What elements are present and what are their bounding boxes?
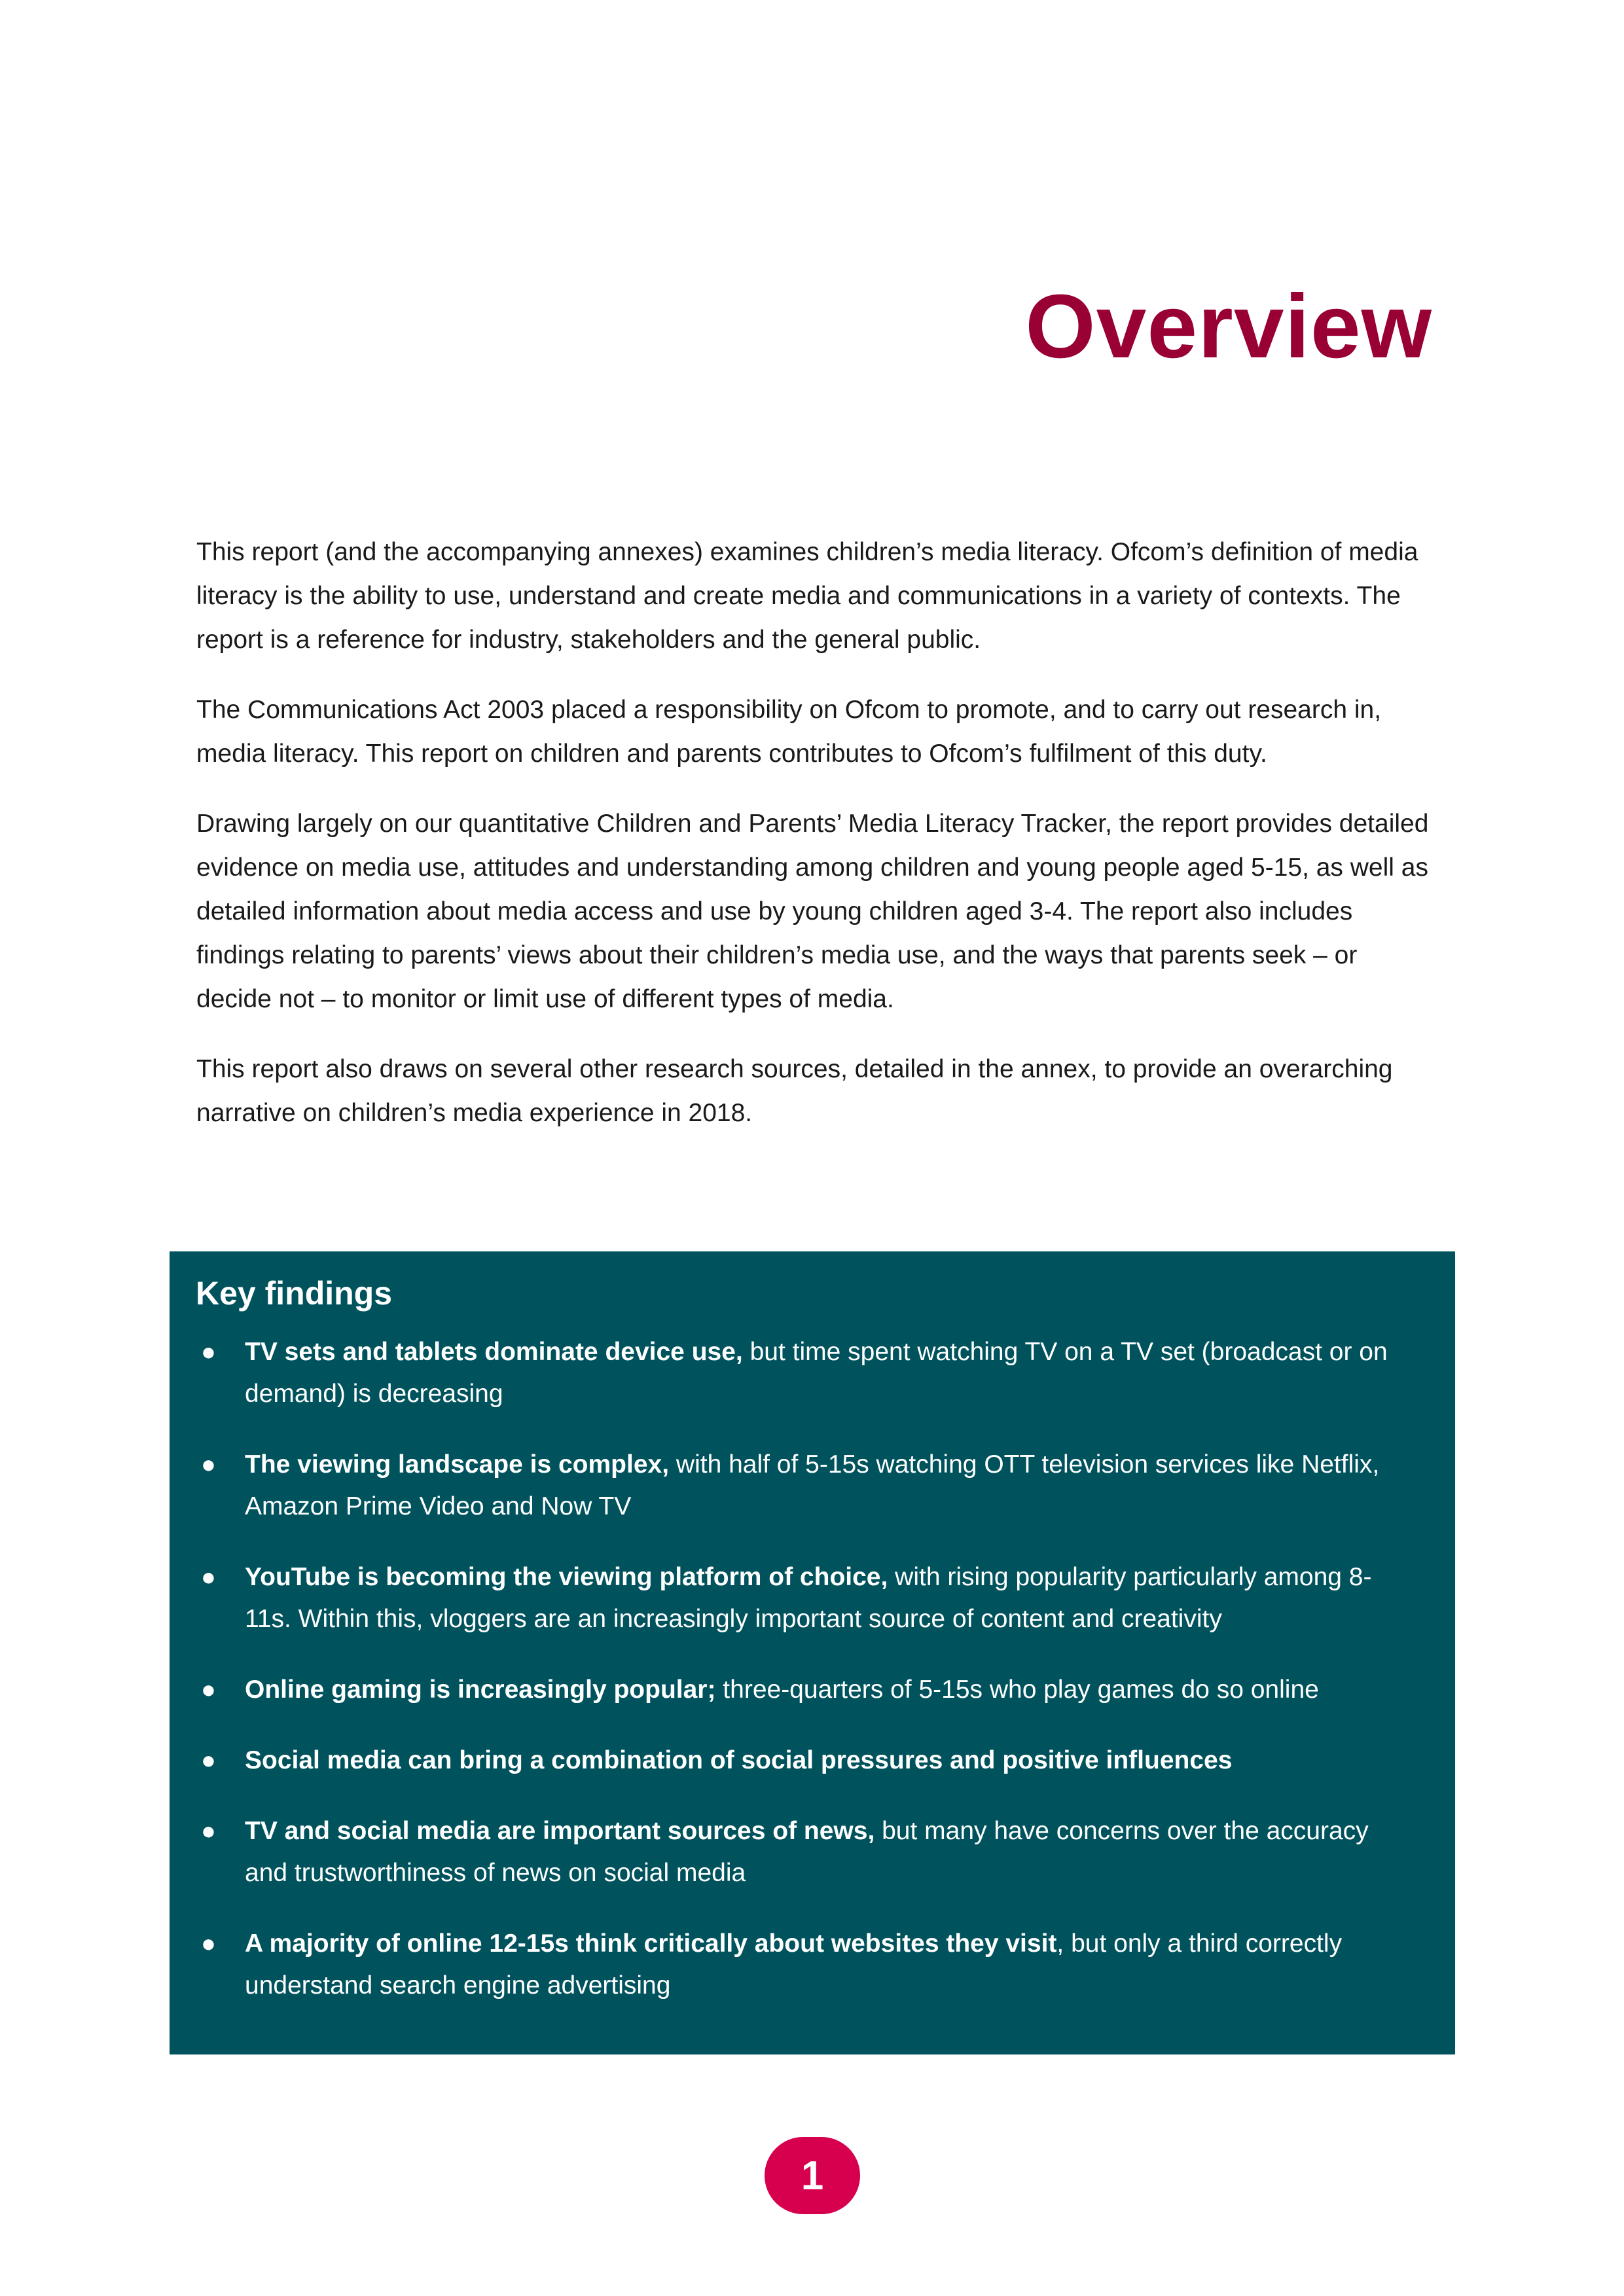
key-finding-detail: three-quarters of 5-15s who play games do so online [715, 1676, 1319, 1704]
intro-paragraph: This report (and the accompanying annexes) examines children’s media literacy. Ofcom’s definition of media literacy is the ability to use, understand and create media and communications in a variety of contexts. The report is a reference for industry, stakeholders and the general public. [196, 538, 1418, 654]
bullet-icon: ● [201, 1564, 216, 1591]
key-finding-item [196, 1444, 1429, 1528]
key-finding-headline: TV sets and tablets dominate device use, [245, 1338, 743, 1366]
bullet-icon: ● [201, 1930, 216, 1958]
key-finding-item [196, 1740, 1429, 1782]
page-title: Overview [1025, 276, 1432, 377]
key-finding-headline: YouTube is becoming the viewing platform of choice, [245, 1563, 888, 1591]
bullet-icon: ● [201, 1818, 216, 1845]
key-finding-item [196, 1556, 1429, 1640]
intro-paragraph: This report also draws on several other research sources, detailed in the annex, to provide an overarching narrative on children’s media experience in 2018. [196, 1055, 1393, 1127]
key-findings-title: Key findings [196, 1275, 393, 1312]
intro-paragraph: The Communications Act 2003 placed a responsibility on Ofcom to promote, and to carry out research in, media literacy. This report on children and parents contributes to Ofcom’s fulfilment of this duty. [196, 696, 1382, 768]
bullet-icon: ● [201, 1451, 216, 1479]
bullet-icon: ● [201, 1747, 216, 1774]
key-finding-detail: but many have concerns over the accuracy and trustworthiness of news on social media [245, 1817, 1369, 1887]
intro-paragraph: Drawing largely on our quantitative Children and Parents’ Media Literacy Tracker, the report provides detailed evidence on media use, attitudes and understanding among children and young people aged 5-15, as well as detailed information about media access and use by young children aged 3-4. The report also includes findings relating to parents’ views about their children’s media use, and the ways that parents seek – or decide not – to monitor or limit use of different types of media. [196, 810, 1429, 1013]
key-finding-headline: Social media can bring a combination of social pressures and positive influences [245, 1746, 1233, 1774]
key-finding-detail: with rising popularity particularly among 8-11s. Within this, vloggers are an increasingly important source of content and creativity [245, 1563, 1372, 1633]
key-findings-box [170, 1251, 1455, 2054]
key-finding-item [196, 1331, 1429, 1415]
bullet-icon: ● [201, 1676, 216, 1704]
key-finding-headline: A majority of online 12-15s think critically about websites they visit [245, 1929, 1057, 1958]
key-finding-headline: The viewing landscape is complex, [245, 1450, 670, 1479]
key-finding-headline: Online gaming is increasingly popular; [245, 1676, 716, 1704]
key-findings-list [196, 1331, 1429, 2007]
key-finding-headline: TV and social media are important sources of news, [245, 1817, 875, 1845]
key-finding-item [196, 1810, 1429, 1894]
key-finding-detail: , but only a third correctly understand search engine advertising [245, 1929, 1343, 2000]
intro-section [196, 530, 1434, 1161]
key-finding-detail: with half of 5-15s watching OTT television services like Netflix, Amazon Prime Video and Now TV [245, 1450, 1380, 1520]
key-finding-detail: but time spent watching TV on a TV set (broadcast or on demand) is decreasing [245, 1338, 1388, 1408]
page-number-badge: 1 [765, 2137, 860, 2214]
key-finding-item [196, 1923, 1429, 2007]
key-finding-item [196, 1669, 1429, 1711]
bullet-icon: ● [201, 1338, 216, 1366]
